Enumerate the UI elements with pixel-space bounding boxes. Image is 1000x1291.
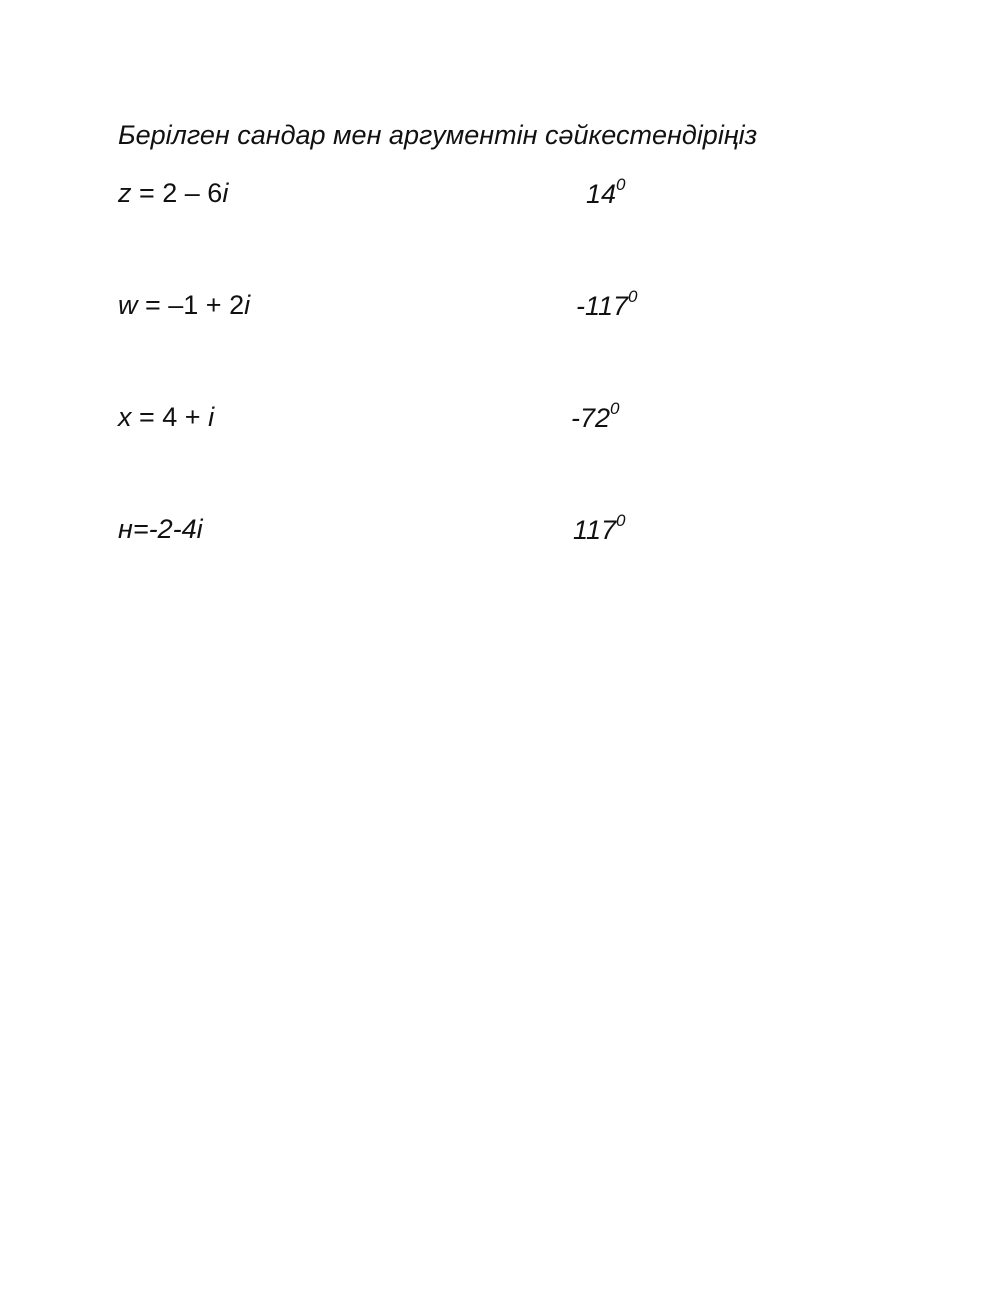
variable-name: x	[118, 402, 132, 432]
angle-number: -72	[571, 403, 611, 433]
imaginary-unit: i	[244, 290, 251, 320]
imaginary-unit: i	[222, 178, 229, 208]
match-row-3	[0, 399, 1000, 442]
match-row-1	[0, 175, 1000, 218]
complex-number-x	[118, 402, 214, 433]
angle-number: 14	[586, 179, 617, 209]
expression-body: = 4 +	[131, 402, 209, 432]
angle-number: 117	[573, 515, 617, 545]
argument-value	[576, 287, 638, 322]
complex-number-z	[118, 178, 228, 209]
expression-body: = 2 – 6	[131, 178, 223, 208]
argument-value	[571, 399, 620, 434]
complex-number-w	[118, 290, 250, 321]
angle-superscript: 0	[616, 511, 626, 530]
variable-name: z	[118, 178, 132, 208]
angle-superscript: 0	[610, 399, 620, 418]
expression-body: = –1 + 2	[137, 290, 245, 320]
variable-name: w	[118, 290, 138, 320]
argument-value	[586, 175, 626, 210]
angle-superscript: 0	[628, 287, 638, 306]
match-row-4	[0, 511, 1000, 554]
angle-superscript: 0	[616, 175, 626, 194]
complex-number-n: н=-2-4i	[118, 514, 203, 544]
page-title: Берілген сандар мен аргументін сәйкестендіріңіз	[118, 120, 758, 150]
match-row-2	[0, 287, 1000, 330]
imaginary-unit: i	[208, 402, 215, 432]
angle-number: -117	[576, 291, 629, 321]
argument-value	[573, 511, 626, 546]
